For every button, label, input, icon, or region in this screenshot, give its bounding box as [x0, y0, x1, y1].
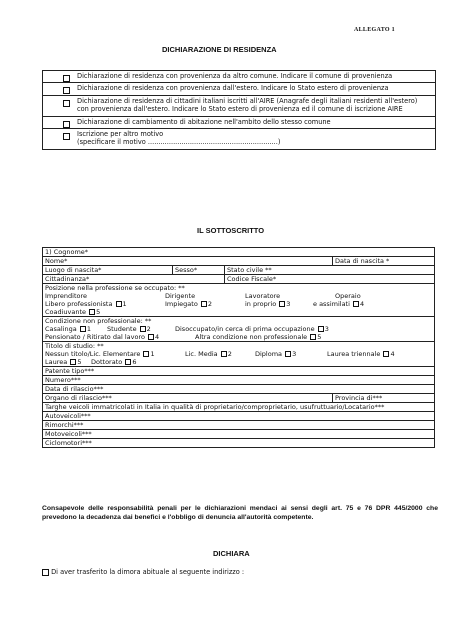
dottorato-label: Dottorato	[91, 358, 123, 366]
condizione-field	[43, 317, 435, 342]
codice-fiscale-label: Codice Fiscale*	[227, 275, 277, 283]
dirigente-label: Dirigente	[165, 292, 196, 300]
checkbox[interactable]	[63, 87, 70, 94]
option-number: 5	[77, 358, 82, 366]
checkbox[interactable]	[201, 301, 207, 307]
provincia-field[interactable]	[333, 394, 435, 403]
option-number: 1	[86, 325, 91, 333]
checkbox[interactable]	[63, 100, 70, 107]
disoccupato-option[interactable]	[175, 325, 329, 333]
laurea-triennale-option[interactable]	[327, 350, 395, 358]
posizione-label: Posizione nella professione se occupato: **	[45, 284, 185, 292]
rimorchi-label: Rimorchi***	[45, 421, 84, 429]
table-row	[43, 421, 435, 430]
option-number: 2	[227, 350, 232, 358]
posizione-field	[43, 284, 435, 317]
option-number: 3	[292, 350, 297, 358]
codice-fiscale-field[interactable]	[225, 275, 435, 284]
pensionato-option[interactable]	[45, 333, 159, 341]
patente-tipo-field[interactable]	[43, 367, 435, 376]
studente-label: Studente	[107, 325, 137, 333]
option-text: Iscrizione per altro motivo	[77, 130, 164, 139]
luogo-nascita-field[interactable]	[43, 266, 173, 275]
autoveicoli-field[interactable]	[43, 412, 435, 421]
table-row	[43, 376, 435, 385]
table-row	[43, 430, 435, 439]
imprenditore-label: Imprenditore	[45, 292, 88, 300]
option-number: 1	[150, 350, 155, 358]
option-altro-motivo	[43, 128, 435, 149]
table-row	[43, 385, 435, 394]
luogo-nascita-label: Luogo di nascita*	[45, 266, 102, 274]
coadiuvante-label: Coadiuvante	[45, 308, 87, 316]
titolo-label: Titolo di studio: **	[45, 342, 104, 350]
option-text: Dichiarazione di residenza con provenienza dall'estero. Indicare lo Stato estero di provenienza	[77, 84, 389, 93]
lic-media-label: Lic. Media	[185, 350, 218, 358]
option-text: Dichiarazione di cambiamento di abitazione nell'ambito dello stesso comune	[77, 117, 331, 126]
patente-tipo-label: Patente tipo***	[45, 367, 95, 375]
laurea-label: Laurea	[45, 358, 68, 366]
checkbox[interactable]	[221, 351, 227, 357]
checkbox[interactable]	[318, 326, 324, 332]
rimorchi-field[interactable]	[43, 421, 435, 430]
checkbox[interactable]	[148, 334, 154, 340]
impiegato-option[interactable]	[165, 300, 212, 308]
dichiara-title: DICHIARA	[213, 549, 250, 558]
data-rilascio-field[interactable]	[43, 385, 435, 394]
option-number: 4	[155, 333, 160, 341]
stato-civile-label: Stato civile **	[227, 266, 272, 274]
coadiuvante-option[interactable]	[45, 308, 100, 316]
option-cambio-abitazione	[43, 116, 435, 128]
targhe-field	[43, 403, 435, 412]
laurea-option[interactable]	[45, 358, 81, 366]
data-nascita-field[interactable]	[333, 257, 435, 266]
residence-type-options	[42, 70, 436, 150]
lavoratore-label: Lavoratore	[245, 292, 281, 300]
disoccupato-label: Disoccupato/in cerca di prima occupazione	[175, 325, 315, 333]
casalinga-label: Casalinga	[45, 325, 77, 333]
data-rilascio-label: Data di rilascio***	[45, 385, 104, 393]
cittadinanza-label: Cittadinanza*	[45, 275, 90, 283]
checkbox[interactable]	[143, 351, 149, 357]
autoveicoli-label: Autoveicoli***	[45, 412, 91, 420]
checkbox[interactable]	[125, 359, 131, 365]
in-proprio-option[interactable]	[245, 300, 290, 308]
checkbox[interactable]	[383, 351, 389, 357]
document-title: DICHIARAZIONE DI RESIDENZA	[162, 45, 277, 54]
ciclomotori-field[interactable]	[43, 439, 435, 448]
dimora-text: Di aver trasferito la dimora abituale al seguente indirizzo :	[51, 568, 245, 576]
table-row	[43, 317, 435, 342]
organo-rilascio-label: Organo di rilascio***	[45, 394, 112, 402]
titolo-field	[43, 342, 435, 367]
studente-option[interactable]	[107, 325, 151, 333]
consapevole-paragraph: Consapevole delle responsabilità penali per le dichiarazioni mendaci ai sensi degli art. 75 e 76 DPR 445/2000 che prevedono la decadenza dai benefici e l'obbligo di denuncia all'autorità competente.	[42, 505, 438, 521]
checkbox[interactable]	[63, 75, 70, 82]
laurea-triennale-label: Laurea triennale	[327, 350, 381, 358]
dottorato-option[interactable]	[91, 358, 136, 366]
table-row	[43, 248, 435, 257]
table-row	[43, 439, 435, 448]
table-row	[43, 342, 435, 367]
checkbox[interactable]	[70, 359, 76, 365]
ciclomotori-label: Ciclomotori***	[45, 439, 92, 447]
targhe-label: Targhe veicoli immatricolati in Italia in qualità di proprietario/comproprietario, usufruttuario/Locatario***	[45, 403, 385, 411]
checkbox[interactable]	[353, 301, 359, 307]
option-number: 2	[146, 325, 151, 333]
checkbox[interactable]	[80, 326, 86, 332]
dimora-option[interactable]	[42, 568, 244, 576]
checkbox[interactable]	[279, 301, 285, 307]
table-row	[43, 284, 435, 317]
option-aire	[43, 95, 435, 116]
stato-civile-field[interactable]	[225, 266, 435, 275]
checkbox[interactable]	[140, 326, 146, 332]
option-number: 5	[96, 308, 101, 316]
cognome-label: 1) Cognome*	[45, 248, 89, 256]
table-row	[43, 266, 435, 275]
table-row	[43, 275, 435, 284]
nome-label: Nome*	[45, 257, 68, 265]
table-row	[43, 394, 435, 403]
option-number: 2	[207, 300, 213, 308]
assimilati-option[interactable]	[313, 300, 364, 308]
table-row	[43, 367, 435, 376]
diploma-option[interactable]	[255, 350, 296, 358]
checkbox[interactable]	[63, 133, 70, 140]
motoveicoli-label: Motoveicoli***	[45, 430, 92, 438]
option-number: 6	[132, 358, 137, 366]
provincia-label: Provincia di***	[335, 394, 383, 402]
assimilati-label: e assimilati	[313, 300, 350, 308]
checkbox[interactable]	[310, 334, 316, 340]
pensionato-label: Pensionato / Ritirato dal lavoro	[45, 333, 145, 341]
lic-media-option[interactable]	[185, 350, 232, 358]
checkbox[interactable]	[42, 569, 49, 576]
altra-condizione-option[interactable]	[195, 333, 321, 341]
option-number: 4	[390, 350, 395, 358]
option-estero	[43, 82, 435, 94]
sottoscritto-title: IL SOTTOSCRITTO	[197, 226, 265, 235]
libero-label: Libero professionista	[45, 300, 113, 308]
numero-field[interactable]	[43, 376, 435, 385]
altra-condizione-label: Altra condizione non professionale	[195, 333, 308, 341]
checkbox[interactable]	[89, 309, 95, 315]
cittadinanza-field[interactable]	[43, 275, 225, 284]
organo-rilascio-field[interactable]	[43, 394, 333, 403]
diploma-label: Diploma	[255, 350, 283, 358]
checkbox[interactable]	[116, 301, 122, 307]
nome-field[interactable]	[43, 257, 333, 266]
option-text: Dichiarazione di residenza con provenienza da altro comune. Indicare il comune di provenienza	[77, 72, 393, 80]
checkbox[interactable]	[285, 351, 291, 357]
option-altro-comune	[43, 70, 435, 82]
data-nascita-label: Data di nascita *	[335, 257, 390, 265]
option-number: 3	[286, 300, 291, 308]
cognome-field[interactable]	[43, 248, 435, 257]
table-row	[43, 403, 435, 412]
nessun-titolo-option[interactable]	[45, 350, 155, 358]
condizione-label: Condizione non professionale: **	[45, 317, 152, 325]
sesso-label: Sesso*	[175, 266, 198, 274]
table-row	[43, 412, 435, 421]
sesso-field[interactable]	[173, 266, 225, 275]
checkbox[interactable]	[63, 121, 70, 128]
option-number: 4	[360, 300, 365, 308]
table-row	[43, 257, 435, 266]
numero-label: Numero***	[45, 376, 81, 384]
personal-data-table	[42, 247, 435, 448]
operaio-label: Operaio	[335, 292, 361, 300]
option-text-specify[interactable]: (specificare il motivo ..............................................................)	[77, 138, 281, 147]
impiegato-label: Impiegato	[165, 300, 198, 308]
motoveicoli-field[interactable]	[43, 430, 435, 439]
allegato-label: ALLEGATO 1	[354, 27, 395, 33]
libero-option[interactable]	[45, 300, 127, 308]
option-number: 5	[317, 333, 322, 341]
option-text: Dichiarazione di residenza di cittadini italiani iscritti all'AIRE (Anagrafe degli italiani residenti all'estero) con provenienza dall'estero. Indicare lo Stato estero di provenienza ed il comune di iscrizione AIRE	[77, 96, 418, 114]
option-number: 3	[324, 325, 329, 333]
in-proprio-label: in proprio	[245, 300, 277, 308]
option-number: 1	[122, 300, 127, 308]
nessun-titolo-label: Nessun titolo/Lic. Elementare	[45, 350, 141, 358]
casalinga-option[interactable]	[45, 325, 91, 333]
